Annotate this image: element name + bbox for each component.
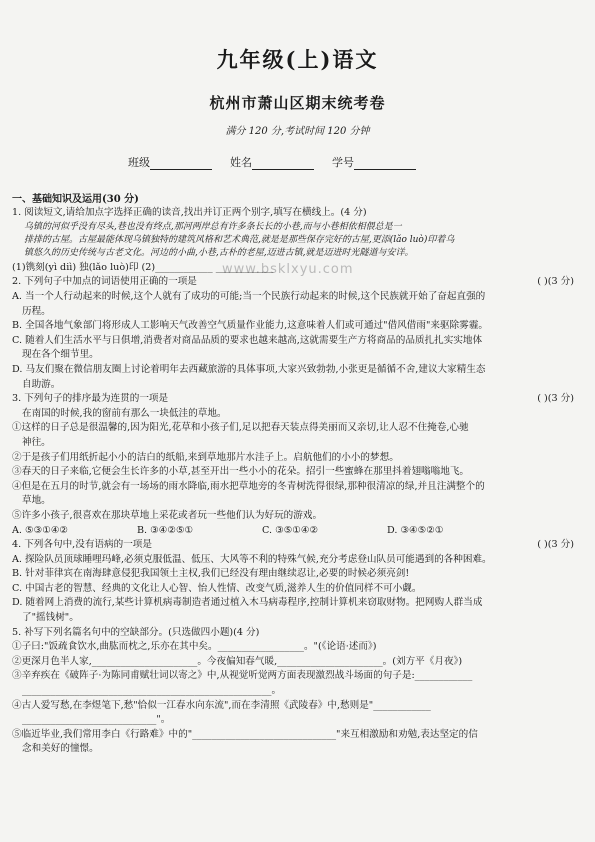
question-5 [12,626,574,757]
option-d-cont: 了"摇钱树"。 [22,612,79,624]
exam-subtitle: 杭州市萧山区期末统考卷 [209,94,386,112]
option-d-cont: 自助游。 [22,378,61,390]
sentence-5: ⑤许多小孩子,很喜欢在那块草地上采花或者玩一些他们认为好玩的游戏。 [12,509,323,521]
student-info-fields [128,154,416,170]
student-id-field[interactable]: 学号 [332,154,416,170]
question-stem: 1. 阅读短文,请给加点字选择正确的读音,找出并订正两个别字,填写在横线上。(4 分) [12,207,367,218]
option-a-cont: 历程。 [22,305,51,317]
question-1 [12,206,574,275]
score-label[interactable]: ( )(3 分) [537,393,574,405]
answer-line[interactable]: (1)镌刻(yì diì) 独(lǎo luò)印 (2)____________ ____________ [12,261,274,273]
option-b[interactable]: B. 针对菲律宾在南海肆意侵犯我国领土主权,我们已经没有理由继续忍让,必要的时候必须亮剑! [12,568,410,580]
fill-item-4-cont[interactable]: ____________________________"。 [22,714,171,726]
sentence-3: ③春天的日子来临,它便会生长许多的小草,甚至开出一些小小的花朵。招引一些蜜蜂在那里抖着翅嗡嗡地飞。 [12,466,470,478]
name-field[interactable]: 姓名 [230,154,314,170]
question-3 [12,392,574,538]
question-stem: 4. 下列各句中,没有语病的一项是 [12,539,152,551]
option-a[interactable]: A. 探险队员顶球睡哩玛峰,必须克服低温、低压、大风等不利的特殊气候,充分考虑登山队员可能遇到的各种困难。 [12,553,492,565]
question-stem: 5. 补写下列名篇名句中的空缺部分。(只选做四小题)(4 分) [12,626,260,638]
fill-item-3-cont[interactable]: ____________________________________________________。 [22,685,282,697]
passage-line: 乌镇的河似乎没有尽头,巷也没有终点,那河两岸总有许多条长长的小巷,而与小巷相依相偎总是一 [24,221,402,232]
option-b[interactable]: B. 全国各地气象部门将形成人工影响天气改善空气质量作业能力,这意味着人们或可通过"借风借雨"来驱除雾霾。 [12,320,488,332]
score-label[interactable]: ( )(3 分) [537,539,574,551]
option-c-cont: 现在各个细节里。 [22,349,99,361]
passage-line: 排排的古屋。古屋最能体现乌镇独特的建筑风格和艺术典范,就是是那些保存完好的古屋,更添(lǎo luò)印着乌 [24,235,455,245]
question-stem: 2. 下列句子中加点的词语使用正确的一项是 [12,276,197,288]
fill-item-5[interactable]: ⑤临近毕业,我们常用李白《行路难》中的"______________________________"来互相激励和劝勉,表达坚定的信 [12,728,478,740]
fill-item-5-cont: 念和美好的憧憬。 [22,743,99,755]
fill-item-2[interactable]: ②更深月色半人家,______________________。今夜偏知春气暖,______________________。(刘方平《月夜》) [12,655,463,667]
page-title: 九年级(上)语文 [216,47,379,72]
passage-line: 镇悠久的历史传统与古老文化。河边的小曲,小巷,古朴的老屋,迈进古镇,就是迈进时光隧道与安详。 [24,248,414,259]
question-body [12,206,574,757]
sentence-4-cont: 草地。 [22,495,51,507]
sentence-2: ②于是孩子们用纸折起小小的洁白的纸船,来到草地那片水洼子上。启航他们的小小的梦想。 [12,451,399,463]
sentence-1: ①这样的日子总是很温馨的,因为阳光,花草和小孩子们,足以把春天装点得美丽而又亲切,让人忍不住掩卷,心驰 [12,422,469,434]
option-c[interactable]: C. 随着人们生活水平与日俱增,消费者对商品品质的要求也越来越高,这就需要生产方将商品的品质扎扎实实地体 [12,334,483,346]
option-d[interactable]: D. 随着网上消费的流行,某些计算机病毒制造者通过植入木马病毒程序,控制计算机来窃取财物。把网购人群当成 [12,597,483,609]
section-heading: 一、基础知识及运用(30 分) [12,194,139,205]
option-c[interactable]: C. 中国古老的智慧、经典的文化让人心智、怡人性情、改变气质,滋养人生的价值同样不可小觑。 [12,582,422,594]
option-d[interactable]: D. ③④⑤②① [387,524,444,536]
score-label[interactable]: ( )(3 分) [537,276,574,288]
fill-item-4[interactable]: ④古人爱写愁,在李煜笔下,愁"恰似一江春水向东流",而在李清照《武陵春》中,愁则是"____________ [12,699,431,711]
option-a[interactable]: A. 当一个人行动起来的时候,这个人就有了成功的可能;当一个民族行动起来的时候,这个民族就开始了奋起直强的 [12,291,486,302]
fill-item-1[interactable]: ①子曰:"饭疏食饮水,曲肱而枕之,乐亦在其中矣。__________________。"(《论语·述而》) [12,641,377,653]
question-4 [12,538,574,626]
sentence-4: ④但是在五月的时节,就会有一场场的雨水降临,雨水把草地旁的冬青树洗得很绿,那种很清凉的绿,并且注满整个的 [12,480,485,492]
option-b[interactable]: B. ③④②⑤① [137,524,194,536]
option-a[interactable]: A. ⑤③①④② [12,524,69,536]
option-c[interactable]: C. ③⑤①④② [262,524,319,536]
question-2 [12,275,574,392]
class-field[interactable]: 班级 [128,154,212,170]
fill-item-3[interactable]: ③辛弃疾在《破阵子·为陈同甫赋壮词以寄之》中,从视觉听觉两方面表现激烈战斗场面的句子是:____________ [12,670,473,682]
options-row [12,524,574,539]
sentence-1-cont: 神往。 [22,436,51,448]
question-stem: 3. 下列句子的排序最为连贯的一项是 [12,393,169,405]
option-d[interactable]: D. 马友们聚在微信朋友圈上讨论着明年去西藏旅游的具体事项,大家兴致勃勃,小张更是循循不舍,建议大家精生态 [12,363,486,375]
exam-meta: 满分 120 分,考试时间 120 分钟 [225,126,370,137]
watermark: www.bsklxyu.com [222,262,354,277]
intro-sentence: 在南国的时候,我的窗前有那么一块低洼的草地。 [22,407,227,419]
